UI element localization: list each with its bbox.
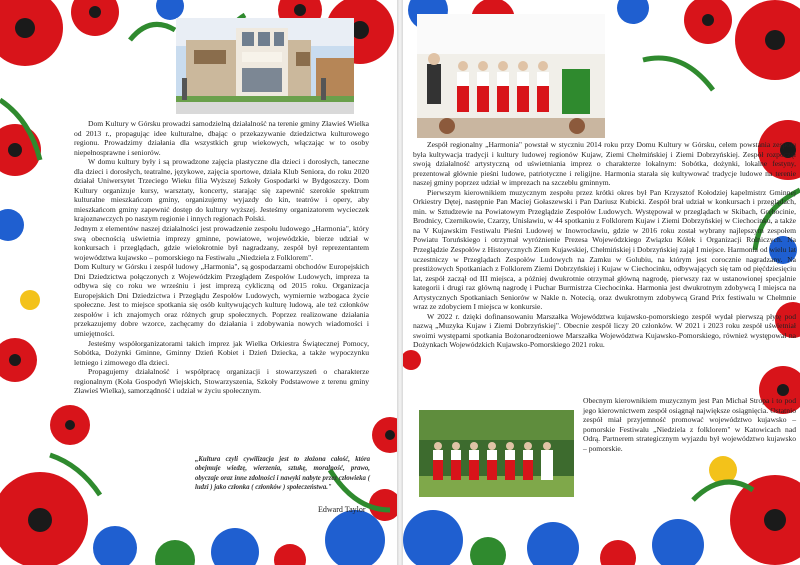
paragraph: Pierwszym kierownikiem muzycznym zespołu przez krótki okres był Pan Krzysztof Kołodziej kapelmistrz Gminnej Orkiestry Dętej, następnie Pan Maciej Gołaszewski i Pan Dariusz Kubicki. Zespół brał udział w konkursach i przeglądach, min. w Sztudzewie na Powiatowym Przeglądzie Zespołów Ludowych. Występował w przeglądach w Skibach, Grębocinie, Brodnicy, Czernikowie, Czarzy, Unisławiu, w 44 spotkaniu z Folklorem Kujaw i Ziemi Dobrzyńskiej w Ciechocinku, a także na V Kujawskim Festiwalu Pieśni Ludowej w Inowrocławiu, gdzie w 2016 roku został wybrany najlepszym zespołem Powiatu Toruńskiego i otrzymał wyróżnienie Prezesa Wojewódzkiego Związku Kółek i Organizacji Rolniczych. Na Przeglądzie Zespołów z Historycznych Ziem Kujawskiej, Chełmińskiej i Dobrzyńskiej zajął I miejsce. Harmonia od wielu lat uczestniczy w Przeglądach Zespołów Ludowych na Zamku w Golubiu, na którym jest corocznie nagradzany. Na prestiżowych Spotkaniach z Folklorem Ziemi Dobrzyńskiej i Kujaw w Ciechocinku, odbywających się tam od pięćdziesięciu lat, zespół zaczął od III miejsca, a później dwukrotnie otrzymał główną nagrodę, pierwszy raz w ustanowionej specjalnie kategorii i drugi raz główną nagrodę i Puchar Burmistrza Ciechocinka. Harmonia jest dwukrotnym zdobywcą I miejsca na Artystycznych Spotkaniach Seniorów w Nakle n. Notecią, oraz dwukrotnym zdobywcą Grand Prix festiwalu w Chełmnie wraz ze zdobyciem I miejsca w konkursie. [413,187,796,312]
paragraph: Dom Kultury w Górsku prowadzi samodzielną działalność na terenie gminy Zławieś Wielka od 2013 r., propagując idee kulturalne, dbając o przekazywanie dziedzictwa kulturowego regionu. Prowadzimy działania dla wszystkich grup wiekowych, włączając w to osoby niepełnosprawne i seniorów. [74,119,369,157]
left-body-text [74,119,369,396]
right-body-text [413,140,796,350]
paragraph: Jednym z elementów naszej działalności jest prowadzenie zespołu ludowego „Harmonia", który swą obecnością uświetnia imprezy gminne, powiatowe, wojewódzkie, bierze udział w konkursach i przeglądach, gdzie wielokrotnie był nagradzany, zespół był reprezentantem województwa kujawsko – pomorskiego na Festiwalu „Niedziela z Folklorem". [74,224,369,262]
quote-text: „Kultura czyli cywilizacja jest to złożona całość, która obejmuje wiedzę, wierzenia, sztukę, moralność, prawo, obyczaje oraz inne zdolności i nawyki nabyte przez człowieka ( ludzi ) jako członka ( członków ) społeczeństwa." [195,456,370,492]
quote-author: Edward Taylor [318,505,366,514]
right-body-text-2 [413,396,796,453]
right-page [403,0,800,565]
building-photo [176,18,354,114]
paragraph: W 2022 r. dzięki dofinansowaniu Marszałka Województwa kujawsko-pomorskiego zespół wydał pierwszą płytę pod nazwą „Muzyka Kujaw i Ziemi Dobrzyńskiej". Obecnie zespół liczy 20 członków. W 2021 i 2023 roku zespół uświetniał swoimi występami spotkania Bożonarodzeniowe Marszałka Województwa Kujawsko-Pomorskiego, również występował na Dożynkach Wojewódzkich Kujawsko-Pomorskiego 2021 roku. [413,311,796,350]
paragraph: Jesteśmy współorganizatorami takich imprez jak Wielka Orkiestra Świątecznej Pomocy, Sobótka, Dożynki Gminne, Gminny Dzień Kobiet i Dzień Dziecka, a także wypoczynku letniego i zimowego dla dzieci. [74,338,369,367]
left-page [0,0,397,565]
paragraph: Dom Kultury w Górsku i zespół ludowy „Harmonia", są gospodarzami obchodów Europejskich Dni Dziedzictwa połączonych z Wojewódzkim Przeglądem Zespołów Ludowych, impreza ta odbywa się co roku we wrześniu i jest imprezą cykliczną od 2015 roku. Organizacja Europejskich Dni Dziedzictwa i Przeglądu Zespołów Ludowych, wymiernie wzbogaca życie społeczne. Jest to miejsce spotkania się osób kultywujących kulturę ludową, ale też członków zespołów i ich znajomych oraz różnych grup społecznych. Poprzez realizowane działania przekazujemy dobre wzorce, zachęcamy do działania i zdobywania nowych wiadomości i umiejętności. [74,262,369,339]
performance-photo [417,14,605,138]
paragraph: Obecnym kierownikiem muzycznym jest Pan Michał Stropa i to pod jego kierownictwem zespół osiągnął największe osiągnięcia. Ostatnio zespół miał przyjemność promować województwo kujawsko – pomorskie Festiwalu „Niedziela z folklorem" w Katowicach nad Odrą. Partnerem strategicznym wyjazdu był województwo kujawsko – pomorskie. [583,396,796,453]
paragraph: Propagujemy działalność i współpracę organizacji i stowarzyszeń o charakterze regionalnym (Koła Gospodyń Wiejskich, Stowarzyszenia, Szkoły Podstawowe z terenu gminy Zławieś Wielka), samorządność i udział w życiu społecznym. [74,367,369,396]
paragraph: Zespół regionalny „Harmonia" powstał w styczniu 2014 roku przy Domu Kultury w Górsku, celem powstania zespołu była kultywacja tradycji i kultury ludowej regionów Kujaw, Ziemi Chełmińskiej i Ziemi Dobrzyńskiej. Zespół rozpoczął swoją działalność artystyczną od uświetniania imprez o charakterze lokalnym: Sobótka, dożynki, lokalne festyny, prezentował głównie pieśni ludowe, patriotyczne i religijne. Harmonia starała się kultywować tradycje ludowe na terenie naszej gminy poprzez udział w imprezach na szczeblu gminnym. [413,140,796,188]
paragraph: W domu kultury były i są prowadzone zajęcia plastyczne dla dzieci i dorosłych, taneczne dla dzieci i dorosłych, teatralne, językowe, zajęcia sportowe, działa Klub Seniora, do roku 2020 działał Uniwersytet Trzeciego Wieku filia Wyższej Szkoły Gospodarki w Bydgoszczy. Dom Kultury organizuje kursy, warsztaty, koncerty, starając się zapewnić szerokie spektrum kulturalne mieszkańcom gminy, organizujemy wyjazdy do kin, teatrów i opery, aby mieszkańcom gminy zapewnić dostęp do kultury wyższej. Jesteśmy organizatorem wycieczek krajoznawczych po naszym regionie i innych regionach Polski. [74,157,369,224]
